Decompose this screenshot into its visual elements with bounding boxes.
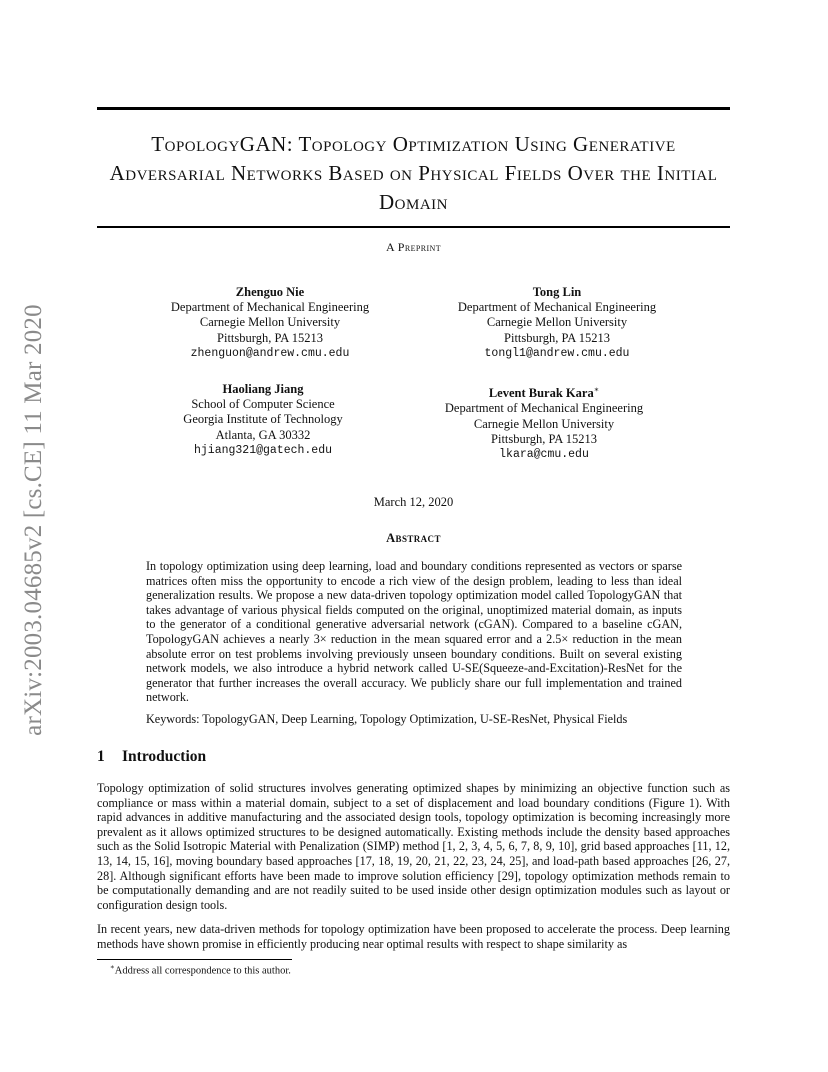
body-paragraph: Topology optimization of solid structures involves generating optimized shapes by minimizing an objective function such as compliance or mass within a material domain, subject to a set of displacement and load boundary conditions (Figure 1). With rapid advances in additive manufacturing and the associated design tools, topology optimization is becoming increasingly more prevalent as it allows optimized structures to be designed automatically. Existing methods include the density based approaches such as the Solid Isotropic Material with Penalization (SIMP) method [1, 2, 3, 4, 5, 6, 7, 8, 9, 10], grid based approaches [11, 12, 13, 14, 15, 16], moving boundary based approaches [17, 18, 19, 20, 21, 22, 23, 24, 25], and load-path based approaches [26, 27, 28]. Although significant efforts have been made to improve solution efficiency [29], topology optimization methods remain to be computationally demanding and are not readily suited to be used inside other design optimization modules such as layout or configuration design tools. (97, 781, 730, 912)
author-department: Department of Mechanical Engineering (457, 300, 657, 315)
paper-title: TopologyGAN: Topology Optimization Using Generative Adversarial Networks Based on Physical Fields Over the Initial Domain (109, 132, 718, 214)
author-email[interactable]: zhenguon@andrew.cmu.edu (190, 346, 350, 360)
author-institution: Carnegie Mellon University (199, 315, 341, 330)
footnote (110, 963, 291, 977)
footnote-marker: ∗ (593, 385, 600, 394)
author-institution: Georgia Institute of Technology (183, 412, 343, 427)
author-location: Pittsburgh, PA 15213 (504, 330, 610, 345)
section-heading (97, 748, 206, 766)
author-location: Pittsburgh, PA 15213 (217, 330, 323, 345)
title-bottom-rule (97, 226, 730, 228)
title-top-rule (97, 107, 730, 110)
publication-date: March 12, 2020 (373, 495, 454, 509)
author-email[interactable]: tongl1@andrew.cmu.edu (484, 346, 630, 360)
footnote-marker: ∗ (110, 963, 115, 971)
abstract-heading: Abstract (386, 531, 441, 545)
keywords: Keywords: TopologyGAN, Deep Learning, Topology Optimization, U-SE-ResNet, Physical Fields (146, 712, 628, 726)
author-institution: Carnegie Mellon University (473, 416, 615, 431)
author-name-line (394, 382, 694, 401)
author-email[interactable]: hjiang321@gatech.edu (193, 443, 333, 457)
author-department: School of Computer Science (191, 397, 335, 412)
arxiv-sidebar-stamp (16, 280, 52, 760)
author-name: Zhenguo Nie (235, 285, 305, 299)
author-block (394, 382, 694, 462)
author-location: Atlanta, GA 30332 (215, 427, 311, 442)
author-location: Pittsburgh, PA 15213 (491, 431, 597, 446)
body-paragraph: In recent years, new data-driven methods for topology optimization have been proposed to accelerate the process. Deep learning methods have shown promise in efficiently producing near optimal results with respect to shape similarity as (97, 922, 730, 951)
author-name: Haoliang Jiang (222, 382, 304, 396)
author-email[interactable]: lkara@cmu.edu (499, 447, 589, 461)
author-name: Levent Burak Kara (488, 386, 594, 401)
abstract-text: In topology optimization using deep learning, load and boundary conditions represented as vectors or sparse matrices often miss the opportunity to encode a rich view of the design problem, leading to less than ideal generalization results. We propose a new data-driven topology optimization model called TopologyGAN that takes advantage of various physical fields computed on the original, unoptimized material domain, as inputs to the generator of a conditional generative adversarial network (cGAN). Compared to a baseline cGAN, TopologyGAN achieves a nearly 3× reduction in the mean squared error and a 2.5× reduction in the mean absolute error on test problems involving previously unseen boundary conditions. Built on several existing network models, we also introduce a hybrid network called U-SE(Squeeze-and-Excitation)-ResNet for the generator that further increases the overall accuracy. We publicly share our full implementation and trained network. (146, 559, 682, 705)
author-block (113, 382, 413, 458)
author-block (407, 285, 707, 361)
section-number: 1 (97, 748, 105, 765)
arxiv-identifier: arXiv:2003.04685v2 [cs.CE] 11 Mar 2020 (20, 304, 47, 736)
section-title: Introduction (122, 748, 207, 765)
author-department: Department of Mechanical Engineering (444, 401, 644, 416)
author-name: Tong Lin (532, 285, 582, 299)
author-department: Department of Mechanical Engineering (170, 300, 370, 315)
author-institution: Carnegie Mellon University (486, 315, 628, 330)
author-block (120, 285, 420, 361)
footnote-text: Address all correspondence to this author. (114, 965, 291, 977)
preprint-label: A Preprint (385, 240, 441, 254)
footnote-rule (97, 959, 292, 960)
